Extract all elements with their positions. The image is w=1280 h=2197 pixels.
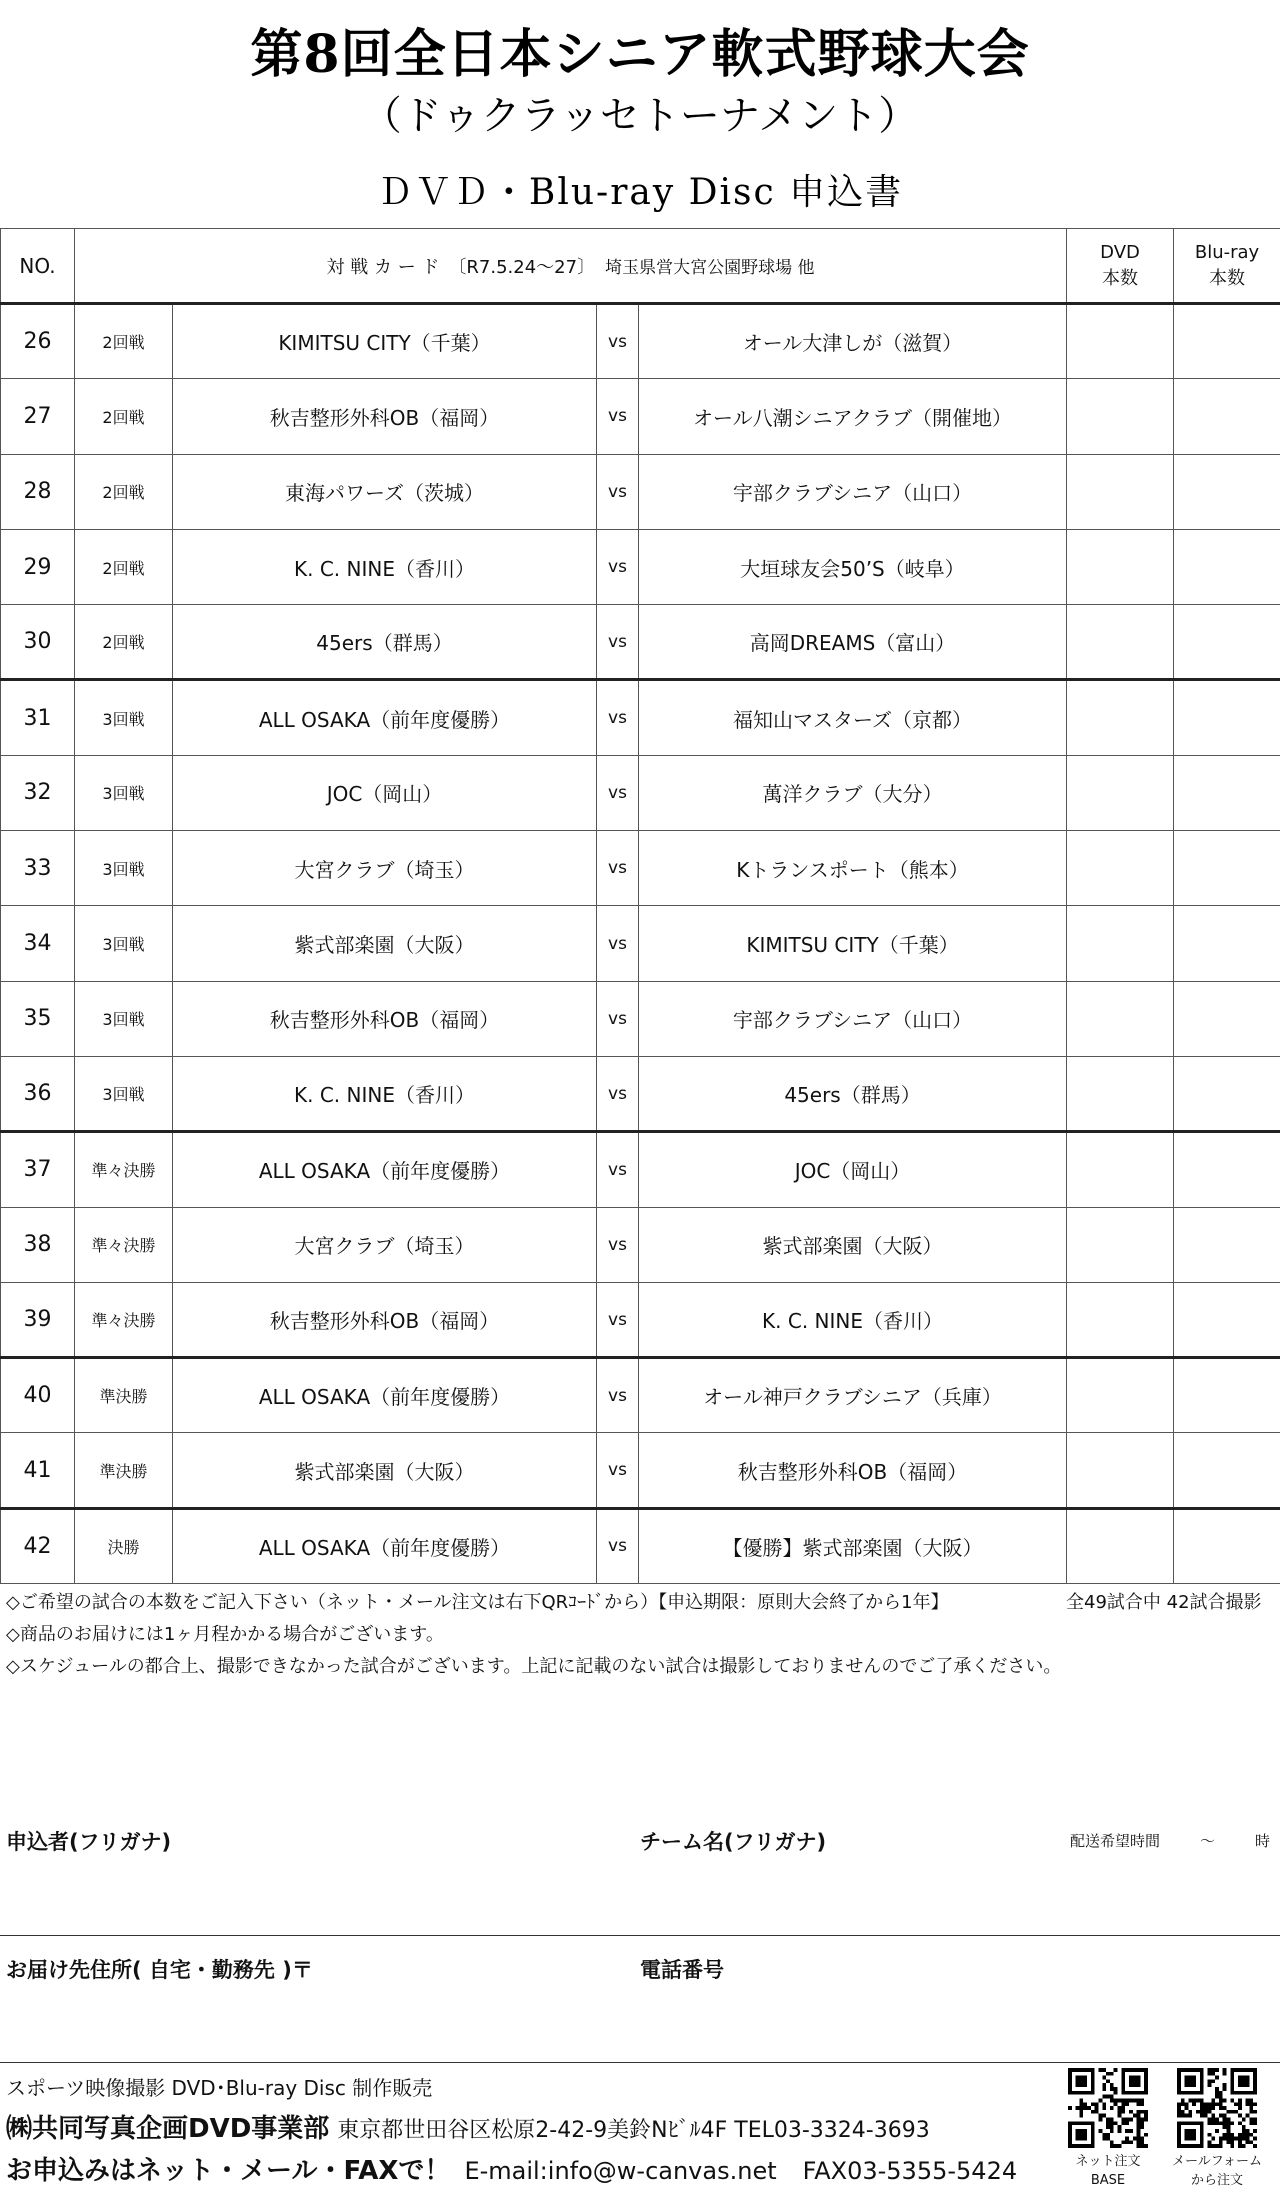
order-table [0, 228, 1280, 1584]
dvd-qty-input[interactable] [1067, 1056, 1174, 1131]
qr-caption-form-line2: から注文 [1190, 2173, 1243, 2188]
team-a: 秋吉整形外科OB（福岡） [173, 1282, 597, 1357]
team-b: 福知山マスターズ（京都） [639, 680, 1067, 755]
bluray-qty-input[interactable] [1174, 304, 1280, 379]
team-b: 45ers（群馬） [639, 1056, 1067, 1131]
team-b: 秋吉整形外科OB（福岡） [639, 1433, 1067, 1508]
note-coverage: 全49試合中 42試合撮影 [1066, 1592, 1262, 1613]
versus-label: vs [597, 529, 639, 604]
bluray-qty-input[interactable] [1174, 906, 1280, 981]
phone-number-field[interactable]: 電話番号 [640, 1958, 724, 1982]
bluray-qty-input[interactable] [1174, 605, 1280, 680]
match-number: 32 [1, 755, 75, 830]
qr-caption-form-line1: メールフォーム [1171, 2154, 1263, 2169]
footer-company [6, 2108, 930, 2145]
note-order-instructions: ◇ご希望の試合の本数をご記入下さい（ネット・メール注文は右下QRｺｰﾄﾞから）【申込期限：原則大会終了から1年】 [6, 1592, 949, 1613]
bluray-qty-input[interactable] [1174, 1358, 1280, 1433]
match-row [1, 906, 1280, 981]
match-row [1, 1132, 1280, 1207]
team-a: K. C. NINE（香川） [173, 1056, 597, 1131]
team-b: JOC（岡山） [639, 1132, 1067, 1207]
email-link[interactable]: E-mail:info@w-canvas.net [464, 2157, 777, 2185]
match-round: 2回戦 [75, 529, 173, 604]
company-name: ㈱共同写真企画DVD事業部 [6, 2114, 330, 2144]
team-a: 東海パワーズ（茨城） [173, 454, 597, 529]
versus-label: vs [597, 680, 639, 755]
match-round: 2回戦 [75, 605, 173, 680]
match-row [1, 680, 1280, 755]
match-round: 3回戦 [75, 906, 173, 981]
versus-label: vs [597, 379, 639, 454]
versus-label: vs [597, 304, 639, 379]
bluray-qty-input[interactable] [1174, 1207, 1280, 1282]
team-b: Kトランスポート（熊本） [639, 831, 1067, 906]
delivery-time-tilde: ～ [1200, 1832, 1216, 1850]
match-row [1, 1358, 1280, 1433]
header-dvd-label: DVD [1100, 241, 1140, 263]
team-a: 大宮クラブ（埼玉） [173, 1207, 597, 1282]
bluray-qty-input[interactable] [1174, 981, 1280, 1056]
team-a: ALL OSAKA（前年度優勝） [173, 1132, 597, 1207]
team-a: 秋吉整形外科OB（福岡） [173, 981, 597, 1056]
team-b: 紫式部楽園（大阪） [639, 1207, 1067, 1282]
match-round: 準決勝 [75, 1433, 173, 1508]
qr-caption-base-line1: ネット注文 [1075, 2154, 1141, 2169]
qr-caption-base-line2: BASE [1090, 2173, 1126, 2188]
bluray-qty-input[interactable] [1174, 1282, 1280, 1357]
dvd-qty-input[interactable] [1067, 1508, 1174, 1583]
team-a: ALL OSAKA（前年度優勝） [173, 1358, 597, 1433]
qr-code-icon-base[interactable] [1068, 2068, 1148, 2148]
header-match-card [75, 229, 1067, 304]
header-venue: 埼玉県営大宮公園野球場 他 [605, 257, 815, 278]
dvd-qty-input[interactable] [1067, 680, 1174, 755]
team-b: 宇部クラブシニア（山口） [639, 981, 1067, 1056]
header-card-label: 対 戦 カ ー ド 〔R7.5.24～27〕 [326, 256, 596, 278]
match-number: 40 [1, 1358, 75, 1433]
team-b: 宇部クラブシニア（山口） [639, 454, 1067, 529]
match-row [1, 1282, 1280, 1357]
match-round: 2回戦 [75, 304, 173, 379]
match-row [1, 1207, 1280, 1282]
team-b: 大垣球友会50’S（岐阜） [639, 529, 1067, 604]
dvd-qty-input[interactable] [1067, 454, 1174, 529]
match-round: 準々決勝 [75, 1207, 173, 1282]
match-round: 3回戦 [75, 831, 173, 906]
delivery-time-label: 配送希望時間 [1070, 1832, 1161, 1850]
match-row [1, 379, 1280, 454]
dvd-qty-input[interactable] [1067, 906, 1174, 981]
dvd-qty-input[interactable] [1067, 605, 1174, 680]
match-number: 28 [1, 454, 75, 529]
match-number: 42 [1, 1508, 75, 1583]
team-a: 紫式部楽園（大阪） [173, 906, 597, 981]
dvd-qty-input[interactable] [1067, 1132, 1174, 1207]
note-schedule: ◇スケジュールの都合上、撮影できなかった試合がございます。上記に記載のない試合は撮影しておりませんのでご了承ください。 [6, 1656, 1062, 1677]
bluray-qty-input[interactable] [1174, 680, 1280, 755]
match-number: 37 [1, 1132, 75, 1207]
header-bluray-qty [1174, 229, 1280, 304]
bluray-qty-input[interactable] [1174, 831, 1280, 906]
team-b: オール八潮シニアクラブ（開催地） [639, 379, 1067, 454]
team-b: 萬洋クラブ（大分） [639, 755, 1067, 830]
delivery-address-field[interactable]: お届け先住所( 自宅・勤務先 )〒 [6, 1958, 313, 1982]
match-row [1, 1056, 1280, 1131]
team-b: オール神戸クラブシニア（兵庫） [639, 1358, 1067, 1433]
match-round: 3回戦 [75, 755, 173, 830]
bluray-qty-input[interactable] [1174, 1056, 1280, 1131]
versus-label: vs [597, 454, 639, 529]
match-row [1, 605, 1280, 680]
team-a: 45ers（群馬） [173, 605, 597, 680]
match-number: 33 [1, 831, 75, 906]
qr-code-icon-mailform[interactable] [1177, 2068, 1257, 2148]
form-title: ＤＶＤ・Blu-ray Disc 申込書 [376, 172, 904, 213]
apply-methods: お申込みはネット・メール・FAXで！ [6, 2156, 451, 2186]
header-no: NO. [1, 229, 75, 304]
match-number: 41 [1, 1433, 75, 1508]
match-number: 39 [1, 1282, 75, 1357]
match-round: 決勝 [75, 1508, 173, 1583]
dvd-qty-input[interactable] [1067, 1358, 1174, 1433]
match-number: 27 [1, 379, 75, 454]
versus-label: vs [597, 1056, 639, 1131]
dvd-qty-input[interactable] [1067, 379, 1174, 454]
dvd-qty-input[interactable] [1067, 304, 1174, 379]
footer-contact [6, 2150, 1017, 2187]
match-round: 準決勝 [75, 1358, 173, 1433]
match-number: 30 [1, 605, 75, 680]
versus-label: vs [597, 1282, 639, 1357]
dvd-qty-input[interactable] [1067, 831, 1174, 906]
match-number: 38 [1, 1207, 75, 1282]
bluray-qty-input[interactable] [1174, 1433, 1280, 1508]
delivery-time-hour: 時 [1255, 1832, 1271, 1850]
bluray-qty-input[interactable] [1174, 755, 1280, 830]
bluray-qty-input[interactable] [1174, 529, 1280, 604]
match-row [1, 831, 1280, 906]
team-b: KIMITSU CITY（千葉） [639, 906, 1067, 981]
company-address: 東京都世田谷区松原2-42-9美鈴Nﾋﾞﾙ4F TEL03-3324-3693 [337, 2118, 930, 2143]
team-a: 大宮クラブ（埼玉） [173, 831, 597, 906]
page-title: 第8回全日本シニア軟式野球大会 [250, 24, 1030, 85]
bluray-qty-input[interactable] [1174, 379, 1280, 454]
dvd-qty-input[interactable] [1067, 1207, 1174, 1282]
match-number: 36 [1, 1056, 75, 1131]
versus-label: vs [597, 605, 639, 680]
match-round: 準々決勝 [75, 1132, 173, 1207]
match-row [1, 755, 1280, 830]
qr-caption-form [1162, 2152, 1272, 2190]
team-a: KIMITSU CITY（千葉） [173, 304, 597, 379]
bluray-qty-input[interactable] [1174, 1132, 1280, 1207]
team-a: JOC（岡山） [173, 755, 597, 830]
versus-label: vs [597, 981, 639, 1056]
team-name-field[interactable]: チーム名(フリガナ) [640, 1830, 827, 1854]
delivery-time-field[interactable] [1070, 1830, 1270, 1851]
match-row [1, 454, 1280, 529]
footer-divider [0, 2062, 1280, 2063]
versus-label: vs [597, 1207, 639, 1282]
dvd-qty-input[interactable] [1067, 755, 1174, 830]
match-row [1, 1508, 1280, 1583]
header-dvd-unit: 本数 [1102, 267, 1139, 289]
match-row [1, 529, 1280, 604]
form-divider [0, 1935, 1280, 1936]
versus-label: vs [597, 755, 639, 830]
note-delivery: ◇商品のお届けには1ヶ月程かかる場合がございます。 [6, 1624, 444, 1645]
match-round: 3回戦 [75, 1056, 173, 1131]
match-number: 29 [1, 529, 75, 604]
match-number: 31 [1, 680, 75, 755]
applicant-name-field[interactable]: 申込者(フリガナ) [6, 1830, 172, 1854]
match-number: 26 [1, 304, 75, 379]
footer-service: スポーツ映像撮影 DVD･Blu-ray Disc 制作販売 [6, 2076, 433, 2100]
dvd-qty-input[interactable] [1067, 529, 1174, 604]
team-a: K. C. NINE（香川） [173, 529, 597, 604]
dvd-qty-input[interactable] [1067, 1282, 1174, 1357]
team-b: K. C. NINE（香川） [639, 1282, 1067, 1357]
match-round: 3回戦 [75, 680, 173, 755]
header-bluray-label: Blu-ray [1194, 241, 1260, 263]
header-dvd-qty [1067, 229, 1174, 304]
match-row [1, 1433, 1280, 1508]
match-number: 35 [1, 981, 75, 1056]
match-round: 準々決勝 [75, 1282, 173, 1357]
versus-label: vs [597, 831, 639, 906]
page-subtitle: （ドゥクラッセトーナメント） [361, 93, 919, 139]
match-round: 2回戦 [75, 379, 173, 454]
team-b: オール大津しが（滋賀） [639, 304, 1067, 379]
team-a: ALL OSAKA（前年度優勝） [173, 1508, 597, 1583]
qr-caption-base [1053, 2152, 1163, 2190]
team-a: ALL OSAKA（前年度優勝） [173, 680, 597, 755]
bluray-qty-input[interactable] [1174, 1508, 1280, 1583]
header-bluray-unit: 本数 [1209, 267, 1246, 289]
match-row [1, 304, 1280, 379]
dvd-qty-input[interactable] [1067, 1433, 1174, 1508]
dvd-qty-input[interactable] [1067, 981, 1174, 1056]
table-header-row [1, 229, 1280, 304]
versus-label: vs [597, 1508, 639, 1583]
team-a: 紫式部楽園（大阪） [173, 1433, 597, 1508]
team-b: 高岡DREAMS（富山） [639, 605, 1067, 680]
versus-label: vs [597, 906, 639, 981]
match-round: 3回戦 [75, 981, 173, 1056]
versus-label: vs [597, 1433, 639, 1508]
versus-label: vs [597, 1132, 639, 1207]
versus-label: vs [597, 1358, 639, 1433]
team-a: 秋吉整形外科OB（福岡） [173, 379, 597, 454]
fax-number: FAX03-5355-5424 [802, 2157, 1018, 2185]
bluray-qty-input[interactable] [1174, 454, 1280, 529]
match-row [1, 981, 1280, 1056]
team-b: 【優勝】紫式部楽園（大阪） [639, 1508, 1067, 1583]
match-round: 2回戦 [75, 454, 173, 529]
match-number: 34 [1, 906, 75, 981]
